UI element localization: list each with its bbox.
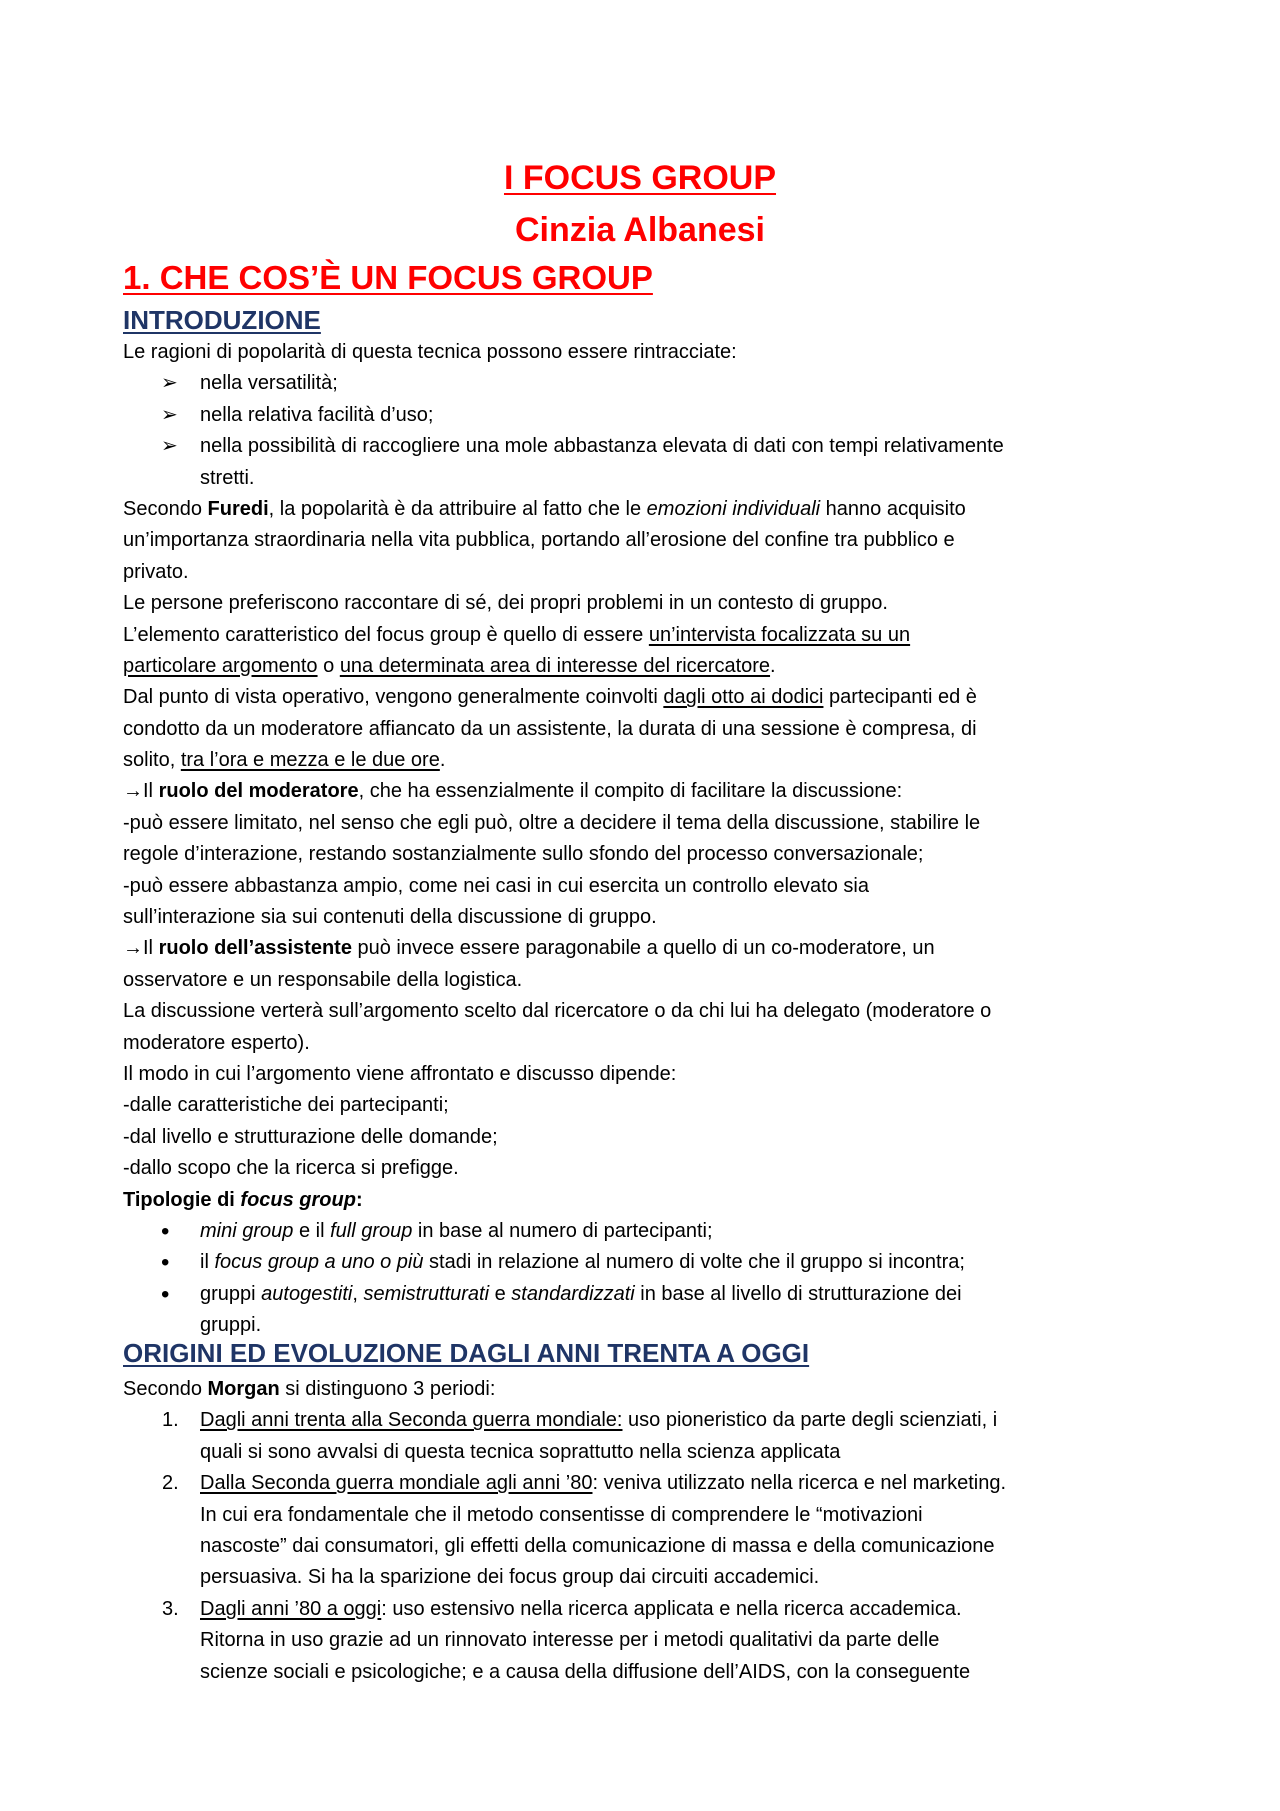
text-line bbox=[200, 1279, 1183, 1310]
list-item bbox=[123, 431, 1183, 494]
document-title bbox=[0, 158, 1280, 198]
text-run: gruppi bbox=[200, 1282, 262, 1305]
text-line bbox=[200, 368, 1183, 399]
text-run: sull’interazione sia sui contenuti della discussione di gruppo. bbox=[123, 906, 657, 929]
underlined-text: un’intervista focalizzata su un bbox=[648, 623, 911, 646]
list-number: 3. bbox=[162, 1597, 179, 1620]
bold-text: focus group bbox=[240, 1188, 356, 1211]
italic-text: autogestiti bbox=[261, 1282, 353, 1305]
text-line bbox=[123, 588, 1183, 619]
text-line bbox=[123, 714, 1183, 745]
text-line bbox=[123, 965, 1183, 996]
text-run: : uso estensivo nella ricerca applicata e nella ricerca accademica. bbox=[381, 1597, 962, 1620]
text-line bbox=[123, 902, 1183, 933]
text-line bbox=[200, 1216, 1183, 1247]
text-run: persuasiva. Si ha la sparizione dei focus group dai circuiti accademici. bbox=[200, 1566, 820, 1589]
bold-text: : bbox=[355, 1188, 363, 1211]
text-run: solito, bbox=[123, 749, 181, 772]
italic-text: semistrutturati bbox=[363, 1282, 490, 1305]
text-line bbox=[200, 431, 1183, 462]
text-line bbox=[200, 1531, 1183, 1562]
text-run: un’importanza straordinaria nella vita pubblica, portando all’erosione del confine tra pubblico e bbox=[123, 529, 955, 552]
text-run: hanno acquisito bbox=[820, 497, 966, 520]
text-run: gruppi. bbox=[200, 1314, 262, 1337]
bold-text: Morgan bbox=[207, 1378, 280, 1400]
text-run: in base al numero di partecipanti; bbox=[412, 1219, 713, 1242]
underlined-text: Dalla Seconda guerra mondiale agli anni ’80 bbox=[200, 1472, 593, 1495]
text-line bbox=[123, 745, 1183, 776]
underlined-text: Dagli anni trenta alla Seconda guerra mondiale: bbox=[200, 1409, 623, 1432]
underlined-text: tra l’ora e mezza e le due ore bbox=[180, 749, 440, 772]
intro-lead: Le ragioni di popolarità di questa tecnica possono essere rintracciate: bbox=[123, 341, 737, 363]
text-line bbox=[200, 1437, 1183, 1468]
text-line bbox=[123, 494, 1183, 525]
text-run: -dalle caratteristiche dei partecipanti; bbox=[123, 1094, 449, 1117]
text-line bbox=[200, 400, 1183, 431]
text-run: in base al livello di strutturazione dei bbox=[634, 1282, 962, 1305]
text-run: scienze sociali e psicologiche; e a causa della diffusione dell’AIDS, con la conseguente bbox=[200, 1660, 971, 1683]
text-line bbox=[123, 1059, 1183, 1090]
text-line bbox=[200, 1405, 1183, 1436]
text-line bbox=[200, 1247, 1183, 1278]
section-heading-origini: ORIGINI ED EVOLUZIONE DAGLI ANNI TRENTA A OGGI bbox=[123, 1338, 810, 1368]
dot-bullet-icon: • bbox=[161, 1280, 170, 1308]
underlined-text: una determinata area di interesse del ricercatore bbox=[339, 654, 771, 677]
text-run: -può essere abbastanza ampio, come nei casi in cui esercita un controllo elevato sia bbox=[123, 874, 869, 897]
bold-text: Furedi bbox=[207, 497, 269, 520]
text-line bbox=[123, 557, 1183, 588]
origins-section bbox=[123, 1374, 1183, 1688]
text-run: stadi in relazione al numero di volte che il gruppo si incontra; bbox=[423, 1251, 965, 1274]
text-line bbox=[123, 620, 1183, 651]
text-line bbox=[200, 1657, 1183, 1688]
text-run: →Il bbox=[123, 780, 159, 803]
text-run: nella versatilità; bbox=[200, 372, 338, 395]
text-line bbox=[200, 1625, 1183, 1656]
text-run: L’elemento caratteristico del focus group è quello di essere bbox=[123, 623, 649, 646]
document-author: Cinzia Albanesi bbox=[514, 211, 766, 249]
text-run: Il modo in cui l’argomento viene affrontato e discusso dipende: bbox=[123, 1062, 677, 1085]
list-item bbox=[123, 400, 1183, 431]
italic-text: focus group a uno o più bbox=[214, 1251, 424, 1274]
text-run: condotto da un moderatore affiancato da un assistente, la durata di una sessione è compresa, di bbox=[123, 717, 977, 740]
text-line bbox=[123, 1028, 1183, 1059]
list-item bbox=[123, 1279, 1183, 1342]
italic-text: emozioni individuali bbox=[646, 497, 821, 520]
text-run: : veniva utilizzato nella ricerca e nel marketing. bbox=[592, 1472, 1007, 1495]
text-run: La discussione verterà sull’argomento scelto dal ricercatore o da chi lui ha delegato (moderatore o bbox=[123, 1000, 992, 1023]
typology-bullet-list bbox=[123, 1216, 1183, 1342]
list-item bbox=[123, 1594, 1183, 1688]
list-item bbox=[123, 368, 1183, 399]
italic-text: full group bbox=[330, 1219, 413, 1242]
text-run: e il bbox=[293, 1219, 331, 1242]
text-run: regole d’interazione, restando sostanzialmente sullo sfondo del processo conversazionale; bbox=[123, 843, 924, 866]
text-run: moderatore esperto). bbox=[123, 1031, 310, 1054]
text-run: nella possibilità di raccogliere una mole abbastanza elevata di dati con tempi relativamente bbox=[200, 435, 1004, 458]
text-line bbox=[123, 525, 1183, 556]
bold-text: ruolo del moderatore bbox=[158, 780, 359, 803]
text-line bbox=[123, 1185, 1183, 1216]
text-run: Secondo bbox=[123, 1378, 208, 1400]
text-run: →Il bbox=[123, 937, 159, 960]
text-line bbox=[123, 1090, 1183, 1121]
text-run: Dal punto di vista operativo, vengono generalmente coinvolti bbox=[123, 686, 664, 709]
text-run: e bbox=[489, 1282, 512, 1305]
origins-lead bbox=[123, 1374, 1183, 1405]
bold-text: Tipologie di bbox=[123, 1188, 241, 1211]
text-run: . bbox=[439, 749, 446, 772]
text-line bbox=[123, 808, 1183, 839]
periods-numbered-list bbox=[123, 1405, 1183, 1688]
text-line bbox=[200, 1562, 1183, 1593]
section-heading-introduzione: INTRODUZIONE bbox=[123, 305, 321, 335]
dot-bullet-icon: • bbox=[161, 1217, 170, 1245]
underlined-text: dagli otto ai dodici bbox=[663, 686, 824, 709]
text-line bbox=[123, 996, 1183, 1027]
text-run: , la popolarità è da attribuire al fatto che le bbox=[268, 497, 647, 520]
text-run: In cui era fondamentale che il metodo consentisse di comprendere le “motivazioni bbox=[200, 1503, 923, 1526]
text-run: privato. bbox=[123, 560, 189, 583]
text-run: osservatore e un responsabile della logistica. bbox=[123, 968, 523, 991]
bold-text: ruolo dell’assistente bbox=[158, 937, 352, 960]
arrow-bullet-list bbox=[123, 368, 1183, 494]
underlined-text: particolare argomento bbox=[123, 654, 318, 677]
arrow-bullet-icon: ➢ bbox=[161, 403, 178, 426]
text-run: quali si sono avvalsi di questa tecnica soprattutto nella scienza applicata bbox=[200, 1440, 841, 1463]
italic-text: standardizzati bbox=[511, 1282, 635, 1305]
text-run: stretti. bbox=[200, 466, 255, 489]
chapter-heading: 1. CHE COS’È UN FOCUS GROUP bbox=[123, 259, 653, 296]
text-run: nella relativa facilità d’uso; bbox=[200, 403, 434, 426]
text-run: -dal livello e strutturazione delle domande; bbox=[123, 1125, 498, 1148]
underlined-text: Dagli anni ’80 a oggi bbox=[200, 1597, 382, 1620]
list-item bbox=[123, 1247, 1183, 1278]
text-run: o bbox=[317, 654, 340, 677]
text-line bbox=[123, 682, 1183, 713]
list-item bbox=[123, 1405, 1183, 1468]
intro-section bbox=[123, 337, 1183, 1342]
text-run: nascoste” dai consumatori, gli effetti della comunicazione di massa e della comunicazione bbox=[200, 1534, 995, 1557]
text-run: può invece essere paragonabile a quello di un co-moderatore, un bbox=[351, 937, 935, 960]
text-run: partecipanti ed è bbox=[823, 686, 977, 709]
text-line bbox=[123, 651, 1183, 682]
text-line bbox=[123, 871, 1183, 902]
text-line bbox=[200, 463, 1183, 494]
text-line bbox=[123, 839, 1183, 870]
text-line bbox=[200, 1594, 1183, 1625]
text-run: il bbox=[200, 1251, 215, 1274]
text-run: Le persone preferiscono raccontare di sé, dei propri problemi in un contesto di gruppo. bbox=[123, 592, 888, 615]
document-title-text: I FOCUS GROUP bbox=[503, 159, 777, 197]
list-item bbox=[123, 1468, 1183, 1594]
text-run: -può essere limitato, nel senso che egli può, oltre a decidere il tema della discussione, stabilire le bbox=[123, 811, 981, 834]
text-run: . bbox=[770, 654, 776, 677]
text-run: Ritorna in uso grazie ad un rinnovato interesse per i metodi qualitativi da parte delle bbox=[200, 1629, 940, 1652]
list-number: 2. bbox=[162, 1472, 179, 1495]
text-line bbox=[123, 1153, 1183, 1184]
text-run: -dallo scopo che la ricerca si prefigge. bbox=[123, 1157, 459, 1180]
arrow-bullet-icon: ➢ bbox=[161, 372, 178, 395]
text-run: si distinguono 3 periodi: bbox=[279, 1378, 496, 1400]
text-line bbox=[123, 776, 1183, 807]
text-run: Secondo bbox=[123, 497, 208, 520]
text-line bbox=[200, 1500, 1183, 1531]
intro-paragraphs bbox=[123, 494, 1183, 1216]
text-run: uso pioneristico da parte degli scienziati, i bbox=[622, 1409, 998, 1432]
text-line bbox=[200, 1468, 1183, 1499]
text-run: , che ha essenzialmente il compito di facilitare la discussione: bbox=[358, 780, 903, 803]
text-line bbox=[123, 933, 1183, 964]
list-number: 1. bbox=[162, 1409, 179, 1432]
italic-text: mini group bbox=[200, 1219, 294, 1242]
list-item bbox=[123, 1216, 1183, 1247]
text-line bbox=[123, 1122, 1183, 1153]
dot-bullet-icon: • bbox=[161, 1249, 170, 1277]
arrow-bullet-icon: ➢ bbox=[161, 435, 178, 458]
text-run: , bbox=[352, 1282, 364, 1305]
